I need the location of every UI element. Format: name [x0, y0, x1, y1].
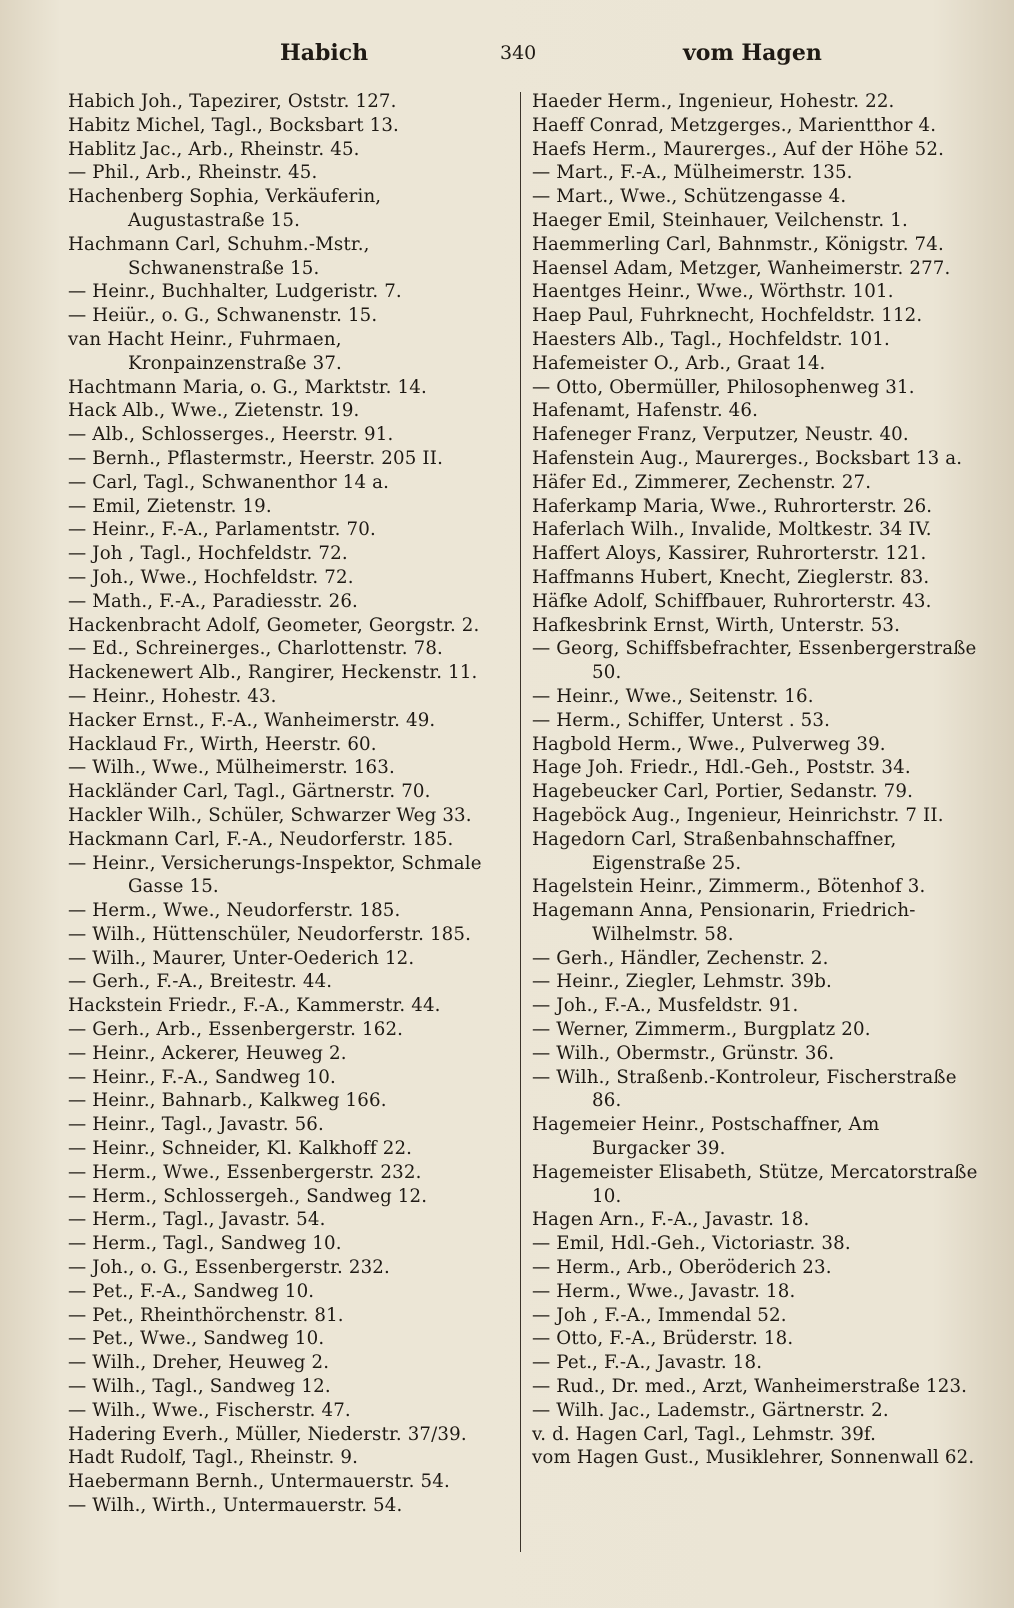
directory-entry: — Joh., o. G., Essenbergerstr. 232.	[68, 1257, 390, 1279]
directory-entry: Hagemeier Heinr., Postschaffner, Am Burgacker 39.	[532, 1114, 880, 1160]
directory-entry: — Joh., Wwe., Hochfeldstr. 72.	[68, 566, 354, 588]
directory-entry: Hagelstein Heinr., Zimmerm., Bötenhof 3.	[532, 876, 926, 898]
directory-entry: Hagbold Herm., Wwe., Pulverweg 39.	[532, 733, 886, 755]
directory-entry: — Herm., Wwe., Neudorferstr. 185.	[68, 900, 401, 922]
header-left-title: Habich	[280, 40, 369, 66]
directory-entry: Hackenbracht Adolf, Geometer, Georgstr. 2.	[68, 614, 480, 636]
directory-entry: — Heiür., o. G., Schwanenstr. 15.	[68, 305, 378, 327]
directory-entry: — Herm., Schlossergeh., Sandweg 12.	[68, 1185, 428, 1207]
directory-entry: — Wilh., Hüttenschüler, Neudorferstr. 185.	[68, 923, 472, 945]
directory-entry: — Gerh., Händler, Zechenstr. 2.	[532, 947, 829, 969]
directory-entry: — Joh., F.-A., Musfeldstr. 91.	[532, 995, 799, 1017]
directory-entry: Hageböck Aug., Ingenieur, Heinrichstr. 7 II.	[532, 804, 944, 826]
column-divider	[520, 92, 521, 1552]
directory-entry: — Pet., Rheinthörchenstr. 81.	[68, 1304, 344, 1326]
directory-entry: Hagedorn Carl, Straßenbahnschaffner, Eigenstraße 25.	[532, 828, 897, 874]
directory-entry: Hachmann Carl, Schuhm.-Mstr., Schwanenstraße 15.	[68, 233, 370, 279]
directory-entry: Hackenewert Alb., Rangirer, Heckenstr. 11.	[68, 662, 478, 684]
page-number: 340	[500, 42, 537, 64]
directory-entry: Haentges Heinr., Wwe., Wörthstr. 101.	[532, 281, 894, 303]
directory-entry: — Heinr., F.-A., Sandweg 10.	[68, 1066, 336, 1088]
directory-entry: Haffert Aloys, Kassirer, Ruhrorterstr. 121.	[532, 543, 927, 565]
directory-entry: Haensel Adam, Metzger, Wanheimerstr. 277.	[532, 257, 951, 279]
directory-entry: — Phil., Arb., Rheinstr. 45.	[68, 162, 318, 184]
directory-entry: Hacker Ernst., F.-A., Wanheimerstr. 49.	[68, 709, 436, 731]
directory-entry: Hackmann Carl, F.-A., Neudorferstr. 185.	[68, 828, 454, 850]
directory-entry: Hackstein Friedr., F.-A., Kammerstr. 44.	[68, 995, 441, 1017]
directory-entry: — Werner, Zimmerm., Burgplatz 20.	[532, 1019, 871, 1041]
directory-entry: — Herm., Arb., Oberöderich 23.	[532, 1257, 832, 1279]
directory-entry: Hack Alb., Wwe., Zietenstr. 19.	[68, 400, 360, 422]
directory-entry: vom Hagen Gust., Musiklehrer, Sonnenwall 62.	[532, 1447, 975, 1469]
directory-entry: — Heinr., Versicherungs-Inspektor, Schmale Gasse 15.	[68, 852, 482, 898]
directory-entry: — Heinr., Hohestr. 43.	[68, 685, 277, 707]
directory-entry: Habich Joh., Tapezirer, Oststr. 127.	[68, 91, 397, 112]
directory-entry: Haferlach Wilh., Invalide, Moltkestr. 34 IV.	[532, 519, 932, 541]
directory-entry: Hagemeister Elisabeth, Stütze, Mercatorstraße 10.	[532, 1161, 978, 1207]
directory-entry: — Wilh., Wwe., Mülheimerstr. 163.	[68, 757, 395, 779]
directory-entry: Haeff Conrad, Metzgerges., Marientthor 4.	[532, 114, 937, 136]
right-column	[532, 90, 982, 1470]
directory-entry: — Mart., Wwe., Schützengasse 4.	[532, 186, 847, 208]
directory-entry: — Wilh. Jac., Lademstr., Gärtnerstr. 2.	[532, 1399, 889, 1421]
directory-entry: Haeger Emil, Steinhauer, Veilchenstr. 1.	[532, 209, 908, 231]
directory-entry: — Otto, F.-A., Brüderstr. 18.	[532, 1328, 794, 1350]
directory-entry: — Mart., F.-A., Mülheimerstr. 135.	[532, 162, 853, 184]
directory-entry: — Wilh., Wirth., Untermauerstr. 54.	[68, 1495, 403, 1517]
directory-entry: Hachenberg Sophia, Verkäuferin, Augustastraße 15.	[68, 186, 382, 231]
directory-entry: Haferkamp Maria, Wwe., Ruhrorterstr. 26.	[532, 495, 933, 517]
directory-entry: Haep Paul, Fuhrknecht, Hochfeldstr. 112.	[532, 305, 923, 327]
directory-entry: Hackler Wilh., Schüler, Schwarzer Weg 33.	[68, 804, 472, 826]
directory-entry: Häfke Adolf, Schiffbauer, Ruhrorterstr. 43.	[532, 590, 932, 612]
directory-entry: — Wilh., Dreher, Heuweg 2.	[68, 1352, 330, 1374]
directory-entry: — Georg, Schiffsbefrachter, Essenbergerstraße 50.	[532, 638, 977, 684]
directory-entry: — Wilh., Obermstr., Grünstr. 36.	[532, 1042, 835, 1064]
directory-entry: Hadering Everh., Müller, Niederstr. 37/39.	[68, 1423, 467, 1445]
directory-entry: Haemmerling Carl, Bahnmstr., Königstr. 74.	[532, 233, 944, 255]
directory-entry: v. d. Hagen Carl, Tagl., Lehmstr. 39f.	[532, 1423, 877, 1445]
directory-entry: — Math., F.-A., Paradiesstr. 26.	[68, 590, 358, 612]
directory-entry: — Carl, Tagl., Schwanenthor 14 a.	[68, 471, 390, 493]
directory-entry: — Emil, Zietenstr. 19.	[68, 495, 272, 517]
directory-entry: — Gerh., F.-A., Breitestr. 44.	[68, 971, 333, 993]
directory-entry: Hackländer Carl, Tagl., Gärtnerstr. 70.	[68, 781, 431, 803]
directory-entry: — Otto, Obermüller, Philosophenweg 31.	[532, 376, 915, 398]
directory-entry: Haesters Alb., Tagl., Hochfeldstr. 101.	[532, 328, 890, 350]
directory-entry: — Herm., Wwe., Javastr. 18.	[532, 1280, 796, 1302]
directory-entry: — Heinr., Buchhalter, Ludgeristr. 7.	[68, 281, 402, 303]
directory-entry: — Pet., F.-A., Sandweg 10.	[68, 1280, 315, 1302]
directory-entry: Hage Joh. Friedr., Hdl.-Geh., Poststr. 34.	[532, 757, 911, 779]
directory-entry: — Joh , Tagl., Hochfeldstr. 72.	[68, 543, 348, 565]
directory-entry: — Herm., Tagl., Sandweg 10.	[68, 1233, 342, 1255]
directory-entry: — Heinr., Wwe., Seitenstr. 16.	[532, 685, 814, 707]
directory-entry: Hagen Arn., F.-A., Javastr. 18.	[532, 1209, 810, 1231]
directory-entry: Haefs Herm., Maurerges., Auf der Höhe 52.	[532, 138, 945, 160]
left-column	[68, 90, 508, 1518]
directory-entry: van Hacht Heinr., Fuhrmaen, Kronpainzenstraße 37.	[68, 328, 342, 374]
directory-entry: Häfer Ed., Zimmerer, Zechenstr. 27.	[532, 471, 872, 493]
directory-entry: Hadt Rudolf, Tagl., Rheinstr. 9.	[68, 1447, 359, 1469]
page-header	[70, 38, 968, 72]
directory-entry: — Heinr., F.-A., Parlamentstr. 70.	[68, 519, 376, 541]
directory-entry: Haebermann Bernh., Untermauerstr. 54.	[68, 1471, 450, 1493]
directory-entry: Hagebeucker Carl, Portier, Sedanstr. 79.	[532, 781, 914, 803]
directory-entry: — Heinr., Schneider, Kl. Kalkhoff 22.	[68, 1138, 413, 1160]
directory-entry: — Heinr., Tagl., Javastr. 56.	[68, 1114, 324, 1136]
directory-entry: — Rud., Dr. med., Arzt, Wanheimerstraße 123.	[532, 1376, 968, 1398]
directory-entry: Hafeneger Franz, Verputzer, Neustr. 40.	[532, 424, 909, 446]
directory-entry: — Gerh., Arb., Essenbergerstr. 162.	[68, 1019, 404, 1041]
directory-entry: — Heinr., Bahnarb., Kalkweg 166.	[68, 1090, 387, 1112]
header-right-title: vom Hagen	[683, 40, 822, 66]
directory-entry: Haeder Herm., Ingenieur, Hohestr. 22.	[532, 91, 895, 112]
directory-entry: — Heinr., Ziegler, Lehmstr. 39b.	[532, 971, 832, 993]
directory-entry: — Heinr., Ackerer, Heuweg 2.	[68, 1042, 347, 1064]
directory-entry: Hachtmann Maria, o. G., Marktstr. 14.	[68, 376, 427, 398]
directory-entry: — Bernh., Pflastermstr., Heerstr. 205 II.	[68, 447, 443, 469]
directory-entry: Hafkesbrink Ernst, Wirth, Unterstr. 53.	[532, 614, 901, 636]
directory-entry: — Ed., Schreinerges., Charlottenstr. 78.	[68, 638, 443, 660]
directory-entry: Hafemeister O., Arb., Graat 14.	[532, 352, 826, 374]
directory-entry: — Wilh., Straßenb.-Kontroleur, Fischerstraße 86.	[532, 1066, 957, 1112]
directory-entry: — Emil, Hdl.-Geh., Victoriastr. 38.	[532, 1233, 851, 1255]
directory-entry: — Alb., Schlosserges., Heerstr. 91.	[68, 424, 394, 446]
directory-entry: Hablitz Jac., Arb., Rheinstr. 45.	[68, 138, 360, 160]
directory-entry: — Wilh., Tagl., Sandweg 12.	[68, 1376, 331, 1398]
directory-entry: Hagemann Anna, Pensionarin, Friedrich-Wilhelmstr. 58.	[532, 900, 916, 945]
directory-entry: — Pet., F.-A., Javastr. 18.	[532, 1352, 763, 1374]
directory-entry: — Pet., Wwe., Sandweg 10.	[68, 1328, 325, 1350]
directory-entry: Hafenamt, Hafenstr. 46.	[532, 400, 759, 422]
directory-entry: — Herm., Tagl., Javastr. 54.	[68, 1209, 326, 1231]
directory-entry: — Herm., Wwe., Essenbergerstr. 232.	[68, 1161, 422, 1183]
directory-entry: Hafenstein Aug., Maurerges., Bocksbart 13 a.	[532, 447, 963, 469]
directory-entry: — Joh , F.-A., Immendal 52.	[532, 1304, 787, 1326]
directory-entry: Hacklaud Fr., Wirth, Heerstr. 60.	[68, 733, 377, 755]
directory-entry: Habitz Michel, Tagl., Bocksbart 13.	[68, 114, 399, 136]
directory-entry: — Wilh., Maurer, Unter-Oederich 12.	[68, 947, 415, 969]
directory-entry: — Wilh., Wwe., Fischerstr. 47.	[68, 1399, 351, 1421]
directory-entry: — Herm., Schiffer, Unterst . 53.	[532, 709, 831, 731]
directory-entry: Haffmanns Hubert, Knecht, Zieglerstr. 83.	[532, 566, 930, 588]
